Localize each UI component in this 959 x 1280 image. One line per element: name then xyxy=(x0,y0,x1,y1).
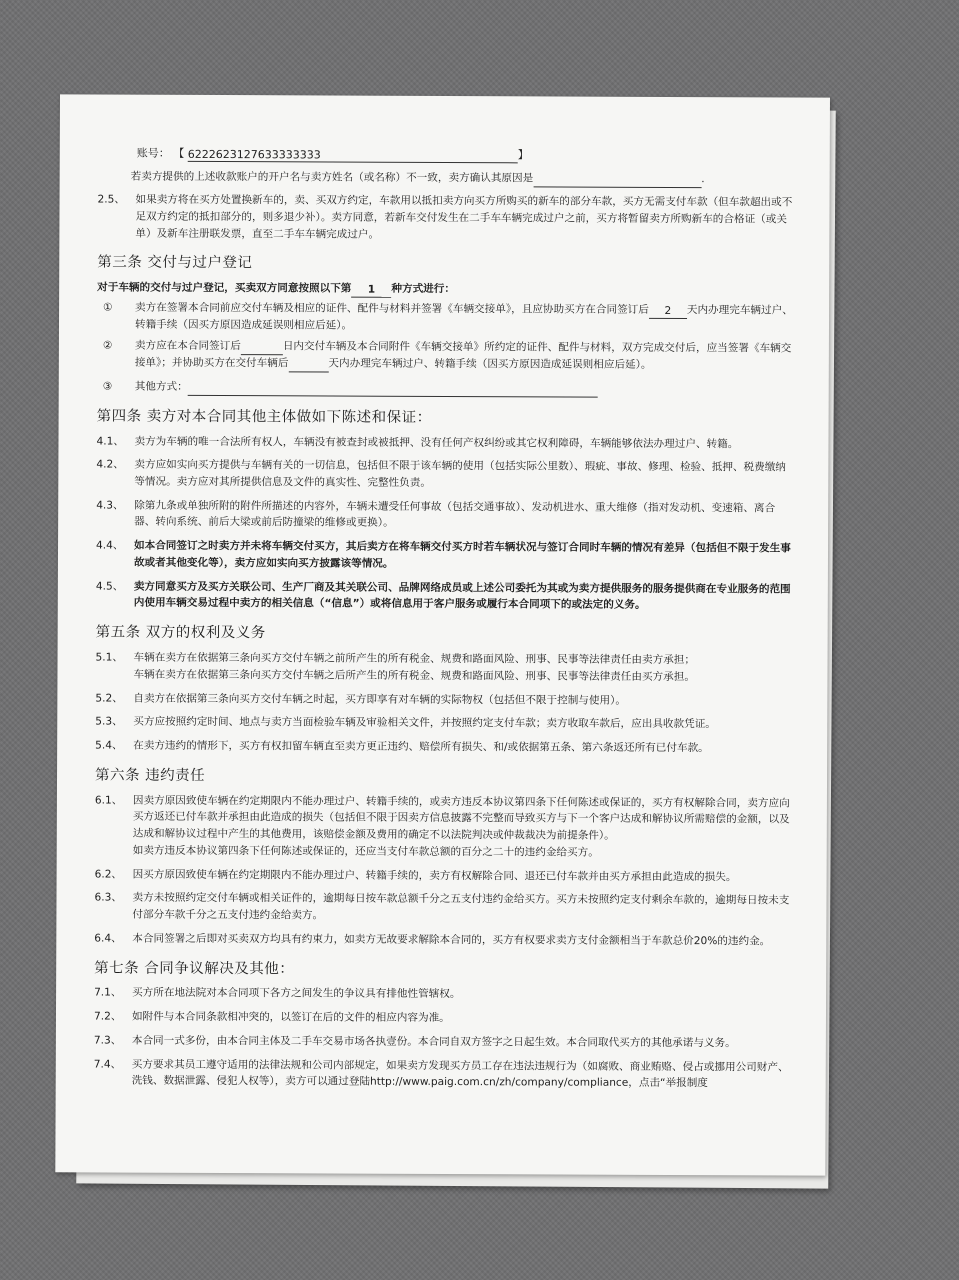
article-6-title: 第六条 违约责任 xyxy=(94,767,206,784)
clause-4-2: 4.2、 卖方应如实向买方提供与车辆有关的一切信息，包括但不限于该车辆的使用（包括实际公里数）、瑕疵、事故、修理、检验、抵押、税费缴纳等情况。卖方应对其所提供信息及文件的真实性、完整性负责。 xyxy=(96,458,786,489)
account-label: 账号： xyxy=(136,146,170,160)
contract-page xyxy=(55,94,830,1175)
clause-7-1: 7.1、 买方所在地法院对本合同项下各方之间发生的争议具有排他性管辖权。 xyxy=(94,986,461,1001)
name-mismatch-line: 若卖方提供的上述收款账户的开户名与卖方姓名（或名称）不一致，卖方确认其原因是 . xyxy=(98,169,798,189)
clause-2-5 xyxy=(97,192,797,245)
article-3-lead: 对于车辆的交付与过户登记，买卖双方同意按照以下第 1 种方式进行： xyxy=(97,280,797,300)
account-bracket-close: 】 xyxy=(517,148,529,162)
clause-6-4: 6.4、 本合同签署之后即对买卖双方均具有约束力，如卖方无故要求解除本合同的，买方有权要求卖方支付金额相当于车款总价20%的违约金。 xyxy=(94,932,771,948)
contract-content xyxy=(94,144,798,1092)
clause-6-2: 6.2、 因买方原因致使车辆在约定期限内不能办理过户、转籍手续的，卖方有权解除合同、退还已付车款并由买方承担由此造成的损失。 xyxy=(94,868,737,883)
clause-5-2: 5.2、 自卖方在依据第三条向买方交付车辆之时起，买方即享有对车辆的实际物权（包括但不限于控制与使用）。 xyxy=(95,691,627,707)
account-line xyxy=(98,144,798,164)
clause-4-4: 4.4、 如本合同签订之时卖方并未将车辆交付买方，其后卖方在将车辆交付买方时若车辆状况与签订合同时车辆的情况有差异（包括但不限于发生事故或者其他变化等），卖方应如实向买方披露该等情况。 xyxy=(96,539,791,570)
option-mark: ② xyxy=(102,339,113,352)
article-4-title: 第四条 卖方对本合同其他主体做如下陈述和保证： xyxy=(96,408,432,426)
clause-6-1: 6.1、 因卖方原因致使车辆在约定期限内不能办理过户、转籍手续的，或卖方违反本协议第四条下任何陈述或保证的，买方有权解除合同，卖方应向买方返还已付车款并承担由此造成的损失（包括但不限于因卖方信息披露不完整而导致买方与下一个客户达成和解协议所需赔偿的金额，以及达成和解协议过程中产生的其他费用，该赔偿金额及费用的确定不以法院判决或仲裁裁决为前提条件）。 如卖方违反本协议第四条下任何陈述或保证的，还应当支付车款总额的百分之二十的违约金给买方。 xyxy=(94,794,790,859)
method-number: 1 xyxy=(351,284,391,298)
clause-5-4: 5.4、 在卖方违约的情形下，买方有权扣留车辆直至卖方更正违约、赔偿所有损失、和/或依据第五条、第六条返还所有已付车款。 xyxy=(95,739,709,755)
clause-4-3: 4.3、 除第九条或单独所附的附件所描述的内容外，车辆未遭受任何事故（包括交通事故）、发动机进水、重大维修（指对发动机、变速箱、离合器、转向系统、前后大梁或前后防撞梁的维修或更换）。 xyxy=(96,499,776,530)
mismatch-reason-blank xyxy=(533,173,701,188)
option-2: ② 卖方应在本合同签订后 日内交付车辆及本合同附件《车辆交接单》所约定的证件、配件与材料，双方完成交付后，应当签署《车辆交接单》；并协助买方在交付车辆后 天内办理完车辆过户、转籍手续（因买方原因造成延误则相应后延）。 xyxy=(97,338,797,375)
delivery-days-blank xyxy=(241,341,283,355)
clause-4-1: 4.1、 卖方为车辆的唯一合法所有权人，车辆没有被查封或被抵押、没有任何产权纠纷或其它权利障碍，车辆能够依法办理过户、转籍。 xyxy=(96,435,739,450)
clause-text: 如果卖方将在买方处置换新车的，卖、买双方约定，车款用以抵扣卖方向买方所购买的新车的部分车款，买方无需支付车款（但车款超出或不足双方约定的抵扣部分的，则多退少补）。卖方同意，若新车交付发生在二手车车辆完成过户之前，买方将暂留卖方所购新车的合格证（或关单）及新车注册联发票，直至二手车车辆完成过户。 xyxy=(135,193,793,241)
option-3: ③ 其他方式： xyxy=(97,378,797,398)
article-7-title: 第七条 合同争议解决及其他： xyxy=(94,959,295,977)
clause-5-3: 5.3、 买方应按照约定时间、地点与卖方当面检验车辆及审验相关文件，并按照约定支付车款；卖方收取车款后，应出具收款凭证。 xyxy=(95,715,716,731)
account-number: 6222623127633333333 xyxy=(188,148,518,163)
clause-7-3: 7.3、 本合同一式多份，由本合同主体及二手车交易市场各执壹份。本合同自双方签字之日起生效。本合同取代买方的其他承诺与义务。 xyxy=(93,1034,736,1050)
article-3-title: 第三条 交付与过户登记 xyxy=(97,254,253,272)
days-blank: 2 xyxy=(649,305,687,319)
clause-number: 2.5、 xyxy=(97,193,126,206)
clause-7-4: 7.4、 买方要求其员工遵守适用的法律法规和公司内部规定，如果卖方发现买方员工存在违法违规行为（如腐败、商业贿赂、侵占或挪用公司财产、洗钱、数据泄露、侵犯人权等），卖方可以通过登陆http://www.paig.com.cn/zh/company/compliance，点击“举报制度 xyxy=(93,1058,789,1090)
option-mark: ① xyxy=(103,301,113,314)
account-bracket-open: 【 xyxy=(173,146,185,160)
article-5-title: 第五条 双方的权利及义务 xyxy=(95,624,266,642)
transfer-days-blank xyxy=(288,358,328,372)
other-method-blank xyxy=(188,382,598,398)
option-mark: ③ xyxy=(102,380,113,393)
clause-4-5: 4.5、 卖方同意买方及买方关联公司、生产厂商及其关联公司、品牌网络成员或上述公司委托为其或为卖方提供服务的服务提供商在专业服务的范围内使用车辆交易过程中卖方的相关信息（“信息”）或将信息用于客户服务或履行本合同项下的或法定的义务。 xyxy=(95,580,791,612)
clause-6-3: 6.3、 卖方未按照约定交付车辆或相关证件的，逾期每日按车款总额千分之五支付违约金给买方。买方未按照约定支付剩余车款的，逾期每日按未支付部分车款千分之五支付违约金给卖方。 xyxy=(94,891,790,922)
option-1: ① 卖方在签署本合同前应交付车辆及相应的证件、配件与材料并签署《车辆交接单》，且应协助买方在合同签订后 2 天内办理完车辆过户、转籍手续（因买方原因造成延误则相应后延）。 xyxy=(97,299,797,336)
clause-7-2: 7.2、 如附件与本合同条款相冲突的，以签订在后的文件的相应内容为准。 xyxy=(93,1010,450,1025)
clause-5-1: 5.1、 车辆在卖方在依据第三条向买方交付车辆之前所产生的所有税金、规费和路面风险、刑事、民事等法律责任由卖方承担； 车辆在卖方在依据第三条向买方交付车辆之后所产生的所有税金、规费和路面风险、刑事、民事等法律责任由买方承担。 xyxy=(95,651,696,683)
